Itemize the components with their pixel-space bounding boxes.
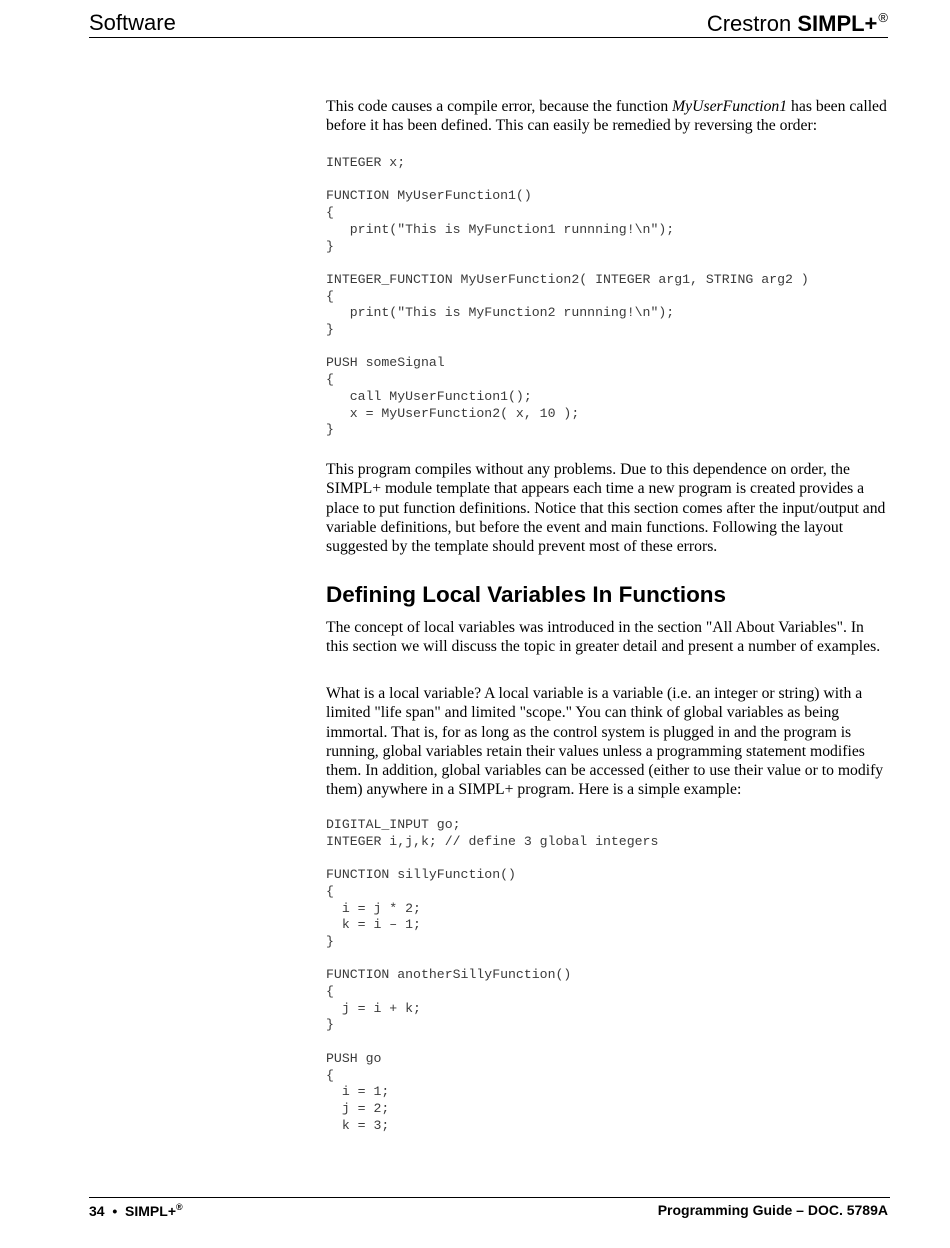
header-title-plain: Crestron bbox=[706, 11, 798, 36]
paragraph-local-variables-intro: The concept of local variables was introduced in the section "All About Variables". In this section we will discuss the topic in greater detail and present a number of examples. bbox=[326, 619, 881, 656]
page-number: 34 bbox=[89, 1203, 105, 1219]
footer-doc-title: Programming Guide – DOC. 5789A bbox=[657, 1202, 888, 1218]
footer-bullet: • bbox=[112, 1203, 118, 1219]
header-title-bold: SIMPL+ bbox=[797, 11, 878, 36]
running-header-title bbox=[707, 10, 888, 37]
code-block-global-example: DIGITAL_INPUT go; INTEGER i,j,k; // define 3 global integers FUNCTION sillyFunction() { i = j * 2; k = i – 1; } FUNCTION anotherSillyFunction() { j = i + k; } PUSH go { i = 1; j = 2; k = 3; bbox=[326, 817, 659, 1133]
running-header-section: Software bbox=[89, 10, 176, 35]
footer-rule bbox=[89, 1197, 890, 1198]
paragraph-compile-error bbox=[326, 97, 888, 136]
footer-product: SIMPL+ bbox=[125, 1203, 177, 1219]
p1-text-a: This code causes a compile error, because the function bbox=[326, 98, 673, 115]
registered-mark: ® bbox=[878, 10, 888, 25]
section-heading: Defining Local Variables In Functions bbox=[326, 582, 727, 607]
function-name-italic: MyUserFunction1 bbox=[672, 98, 788, 115]
footer-page-info bbox=[89, 1202, 183, 1219]
code-block-function-order: INTEGER x; FUNCTION MyUserFunction1() { print("This is MyFunction1 runnning!\n"); } INTEGER_FUNCTION MyUserFunction2( INTEGER arg1, STRING arg2 ) { print("This is MyFunction2 runnning!\n"); } PUSH someSignal { call MyUserFunction1(); x = MyUserFunction2( x, 10 ); } bbox=[326, 155, 809, 438]
paragraph-compiles: This program compiles without any problems. Due to this dependence on order, the SIMPL+ module template that appears each time a new program is created provides a place to put function definitions. Notice that this section comes after the input/output and variable definitions, but before the event and main functions. Following the layout suggested by the template should prevent most of these errors. bbox=[326, 461, 886, 556]
header-rule bbox=[89, 37, 888, 38]
footer-registered-mark: ® bbox=[176, 1202, 183, 1212]
p1-text-b: has been called before it has been defined. This can easily be remedied by reversing the order: bbox=[326, 98, 887, 135]
paragraph-what-is-local-variable: What is a local variable? A local variable is a variable (i.e. an integer or string) with a limited "life span" and limited "scope." You can think of global variables as being immortal. That is, for as long as the control system is plugged in and the program is running, global variables retain their values unless a programming statement modifies them. In addition, global variables can be accessed (either to use their value or to modify them) anywhere in a SIMPL+ program. Here is a simple example: bbox=[326, 685, 884, 799]
